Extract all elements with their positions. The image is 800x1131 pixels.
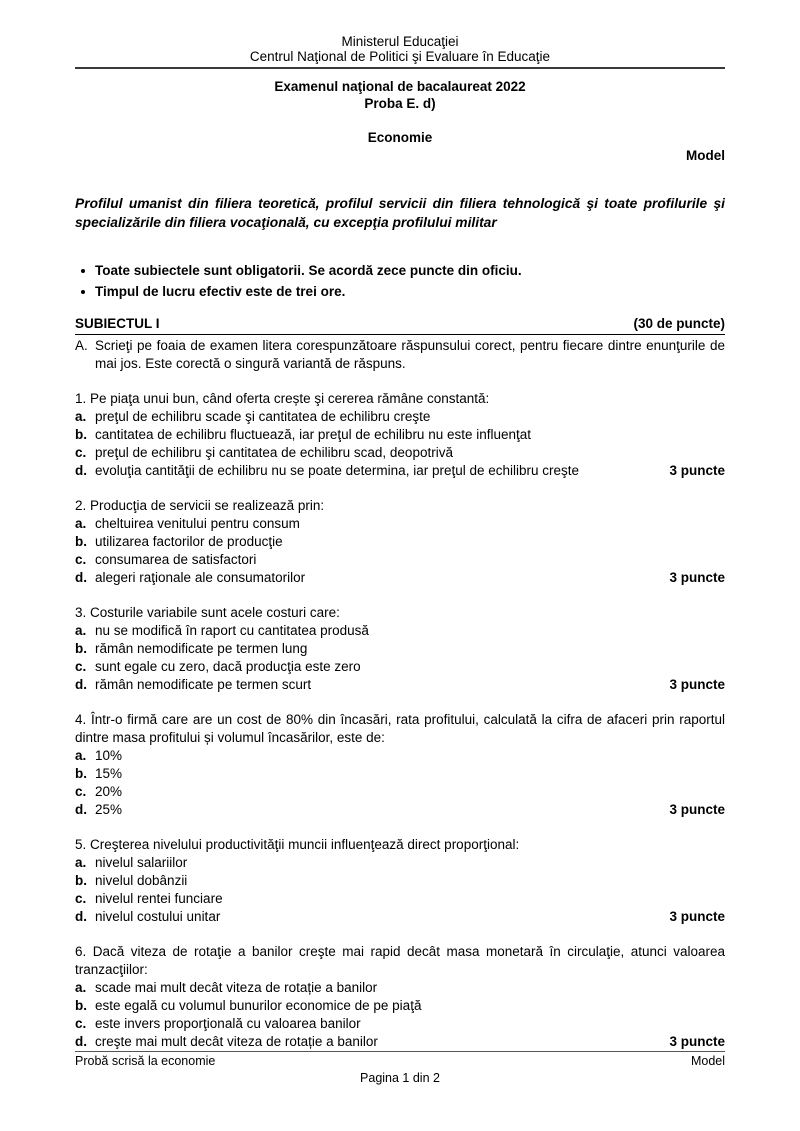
question-block <box>75 604 725 694</box>
option-text: evoluţia cantităţii de echilibru nu se poate determina, iar preţul de echilibru creşte <box>95 463 580 478</box>
exam-title: Examenul naţional de bacalaureat 2022 <box>274 79 526 94</box>
option-text: preţul de echilibru scade şi cantitatea de echilibru creşte <box>95 409 431 424</box>
instruction-item: Toate subiectele sunt obligatorii. Se acordă zece puncte din oficiu. <box>75 260 725 281</box>
option-label: b. <box>75 641 87 656</box>
exam-subject: Economie <box>367 130 433 145</box>
question-stem: 2. Producţia de servicii se realizează prin: <box>75 498 325 513</box>
instruction-item: Timpul de lucru efectiv este de trei ore. <box>75 281 725 302</box>
option-row <box>75 908 725 926</box>
points-label: 3 puncte <box>669 463 725 478</box>
option-text: 15% <box>95 766 123 781</box>
option-row <box>75 676 725 694</box>
option-row <box>75 783 725 801</box>
option-row <box>75 408 725 426</box>
option-label: a. <box>75 409 87 424</box>
option-label: a. <box>75 516 87 531</box>
option-label: b. <box>75 427 87 442</box>
option-label: c. <box>75 552 87 567</box>
option-label: b. <box>75 766 87 781</box>
option-text: 25% <box>95 802 123 817</box>
center-name: Centrul Naţional de Politici şi Evaluare în Educaţie <box>249 49 551 64</box>
option-text: nivelul dobânzii <box>95 873 188 888</box>
option-row <box>75 658 725 676</box>
question-block <box>75 711 725 819</box>
option-label: b. <box>75 534 87 549</box>
option-text: rămân nemodificate pe termen lung <box>95 641 308 656</box>
option-row <box>75 765 725 783</box>
option-row <box>75 569 725 587</box>
question-stem: 5. Creşterea nivelului productivităţii muncii influenţează direct proporţional: <box>75 837 520 852</box>
question-block <box>75 836 725 926</box>
option-text: alegeri raţionale ale consumatorilor <box>95 570 306 585</box>
option-text: preţul de echilibru şi cantitatea de echilibru scad, deopotrivă <box>95 445 453 460</box>
option-text: 20% <box>95 784 123 799</box>
option-label: a. <box>75 748 87 763</box>
profile-note: Profilul umanist din filiera teoretică, profilul servicii din filiera tehnologică şi toate profilurile şi specializările din filiera vocaţională, cu excepţia profilului militar <box>75 196 725 230</box>
option-label: c. <box>75 784 87 799</box>
question-block <box>75 497 725 587</box>
option-label: b. <box>75 873 87 888</box>
option-row <box>75 462 725 480</box>
option-label: d. <box>75 677 87 692</box>
option-label: c. <box>75 445 87 460</box>
option-text: cheltuirea venitului pentru consum <box>95 516 300 531</box>
variant-label: Model <box>686 148 725 163</box>
option-row <box>75 515 725 533</box>
points-label: 3 puncte <box>669 802 725 817</box>
points-label: 3 puncte <box>669 1034 725 1049</box>
intro-text: Scrieţi pe foaia de examen litera corespunzătoare răspunsului corect, pentru fiecare dintre enunţurile de mai jos. Este corectă o singură variantă de răspuns. <box>95 338 725 371</box>
instructions-list <box>75 260 725 302</box>
option-text: consumarea de satisfactori <box>95 552 257 567</box>
option-row <box>75 979 725 997</box>
option-row <box>75 997 725 1015</box>
option-text: rămân nemodificate pe termen scurt <box>95 677 312 692</box>
option-text: cantitatea de echilibru fluctuează, iar preţul de echilibru nu este influenţat <box>95 427 532 442</box>
option-text: nivelul costului unitar <box>95 909 221 924</box>
header-rule <box>75 67 725 69</box>
option-row <box>75 801 725 819</box>
option-row <box>75 854 725 872</box>
question-block <box>75 390 725 480</box>
option-label: d. <box>75 909 87 924</box>
section-intro <box>75 337 725 373</box>
option-row <box>75 890 725 908</box>
option-label: c. <box>75 659 87 674</box>
option-row <box>75 622 725 640</box>
option-label: d. <box>75 463 87 478</box>
option-row <box>75 444 725 462</box>
section-header <box>75 315 725 335</box>
intro-label: A. <box>75 338 88 353</box>
section-title: SUBIECTUL I <box>75 316 160 331</box>
option-label: a. <box>75 980 87 995</box>
option-text: nivelul rentei funciare <box>95 891 223 906</box>
option-label: d. <box>75 1034 87 1049</box>
option-row <box>75 533 725 551</box>
footer-left: Probă scrisă la economie <box>75 1054 216 1068</box>
option-row <box>75 551 725 569</box>
page-footer <box>75 1051 725 1086</box>
section-points: (30 de puncte) <box>633 316 725 331</box>
option-label: d. <box>75 802 87 817</box>
points-label: 3 puncte <box>669 909 725 924</box>
option-row <box>75 872 725 890</box>
footer-right: Model <box>690 1054 725 1068</box>
option-label: a. <box>75 623 87 638</box>
points-label: 3 puncte <box>669 677 725 692</box>
option-text: 10% <box>95 748 123 763</box>
option-label: c. <box>75 891 87 906</box>
option-row <box>75 640 725 658</box>
option-row <box>75 1015 725 1033</box>
option-text: utilizarea factorilor de producţie <box>95 534 283 549</box>
option-text: nu se modifică în raport cu cantitatea produsă <box>95 623 369 638</box>
option-label: d. <box>75 570 87 585</box>
option-row <box>75 426 725 444</box>
option-label: a. <box>75 855 87 870</box>
footer-page-number: Pagina 1 din 2 <box>360 1071 440 1085</box>
option-row <box>75 1033 725 1051</box>
points-label: 3 puncte <box>669 570 725 585</box>
question-stem: 6. Dacă viteza de rotaţie a banilor creşte mai rapid decât masa monetară în circulaţie, atunci valoarea tranzacţiilor: <box>75 944 725 977</box>
question-block <box>75 943 725 1051</box>
option-text: scade mai mult decât viteza de rotație a banilor <box>95 980 378 995</box>
question-stem: 3. Costurile variabile sunt acele costuri care: <box>75 605 340 620</box>
option-text: sunt egale cu zero, dacă producţia este zero <box>95 659 361 674</box>
exam-title-block <box>75 78 725 146</box>
option-text: este invers proporţională cu valoarea banilor <box>95 1016 361 1031</box>
option-text: este egală cu volumul bunurilor economice de pe piaţă <box>95 998 422 1013</box>
option-row <box>75 747 725 765</box>
option-text: nivelul salariilor <box>95 855 188 870</box>
ministry-name: Ministerul Educaţiei <box>341 34 459 49</box>
option-label: c. <box>75 1016 87 1031</box>
exam-probe: Proba E. d) <box>364 96 436 111</box>
option-text: creşte mai mult decât viteza de rotație a banilor <box>95 1034 378 1049</box>
question-stem: 1. Pe piaţa unui bun, când oferta crește şi cererea rămâne constantă: <box>75 391 490 406</box>
option-label: b. <box>75 998 87 1013</box>
question-stem: 4. Într-o firmă care are un cost de 80% din încasări, rata profitului, calculată la cifra de afaceri prin raportul dintre masa profitului și volumul încasărilor, este de: <box>75 712 725 745</box>
